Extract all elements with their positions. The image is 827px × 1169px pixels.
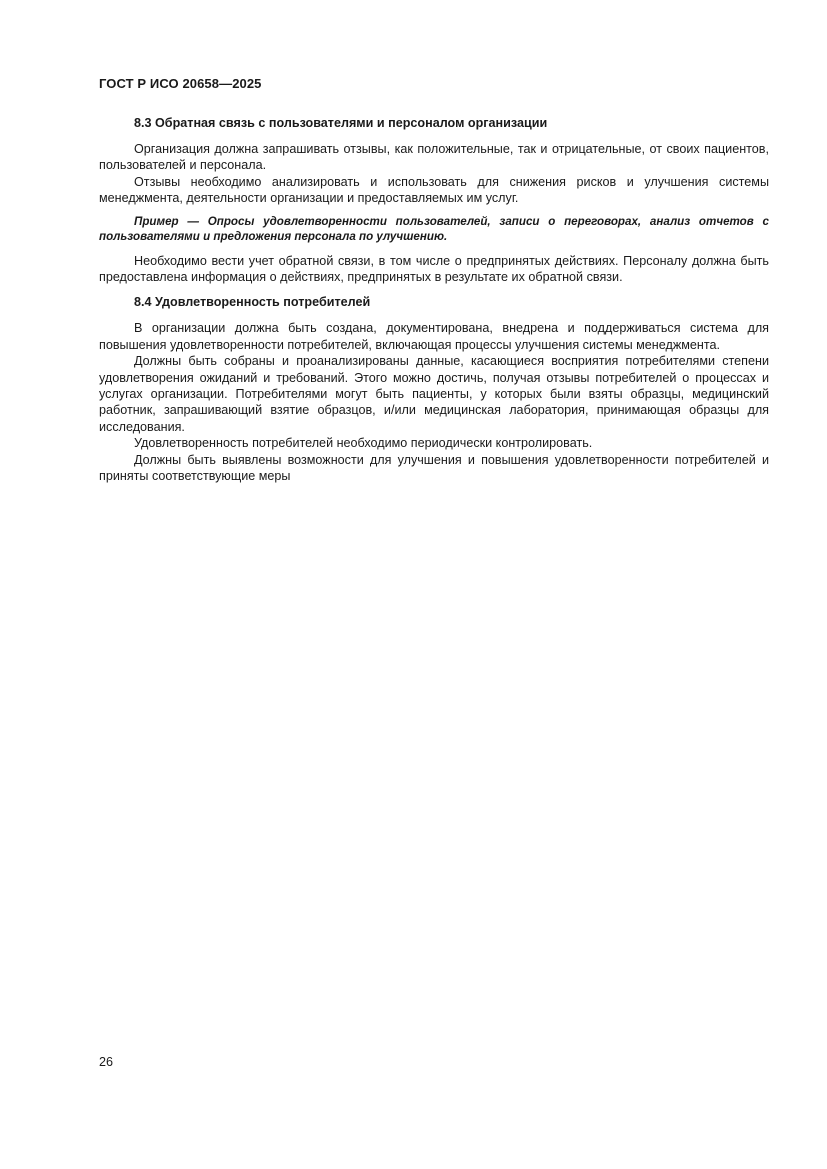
section-8-3-paragraph-2: Отзывы необходимо анализировать и использовать для снижения рисков и улучшения системы менеджмента, деятельности организации и предоставляемых им услуг. [99,174,769,206]
section-8-4-paragraph-1: В организации должна быть создана, документирована, внедрена и поддерживаться система для повышения удовлетворенности потребителей, включающая процессы улучшения системы менеджмента. [99,321,769,352]
page-number: 26 [99,1055,114,1069]
section-8-3-example: Пример — Опросы удовлетворенности пользователей, записи о переговорах, анализ отчетов с пользователями и предложения персонала по улучшению. [99,214,769,244]
document-header-code: ГОСТ Р ИСО 20658—2025 [99,76,262,91]
section-8-4-title: 8.4 Удовлетворенность потребителей [134,295,371,310]
section-8-3-title: 8.3 Обратная связь с пользователями и персоналом организации [134,116,548,130]
section-8-3-paragraph-1: Организация должна запрашивать отзывы, как положительные, так и отрицательные, от своих пациентов, пользователей и персонала. [99,142,769,173]
section-8-4-paragraph-4: Должны быть выявлены возможности для улучшения и повышения удовлетворенности потребителей и приняты соответствующие меры [99,452,769,484]
section-8-4-paragraph-2: Должны быть собраны и проанализированы данные, касающиеся восприятия потребителями степени удовлетворения ожиданий и требований. Этого можно достичь, получая отзывы потребителей о процессах и услугах организации. Потребителями могут быть пациенты, у которых были взяты образцы, медицинский работник, запрашивающий взятие образцов, и/или медицинская лаборатория, принимающая образцы для исследования. [99,354,769,434]
section-8-4-paragraph-3: Удовлетворенность потребителей необходимо периодически контролировать. [134,436,593,451]
section-8-3-paragraph-3: Необходимо вести учет обратной связи, в том числе о предпринятых действиях. Персоналу должна быть предоставлена информация о действиях, предпринятых в результате их обратной связи. [99,253,769,285]
document-body [99,115,769,485]
